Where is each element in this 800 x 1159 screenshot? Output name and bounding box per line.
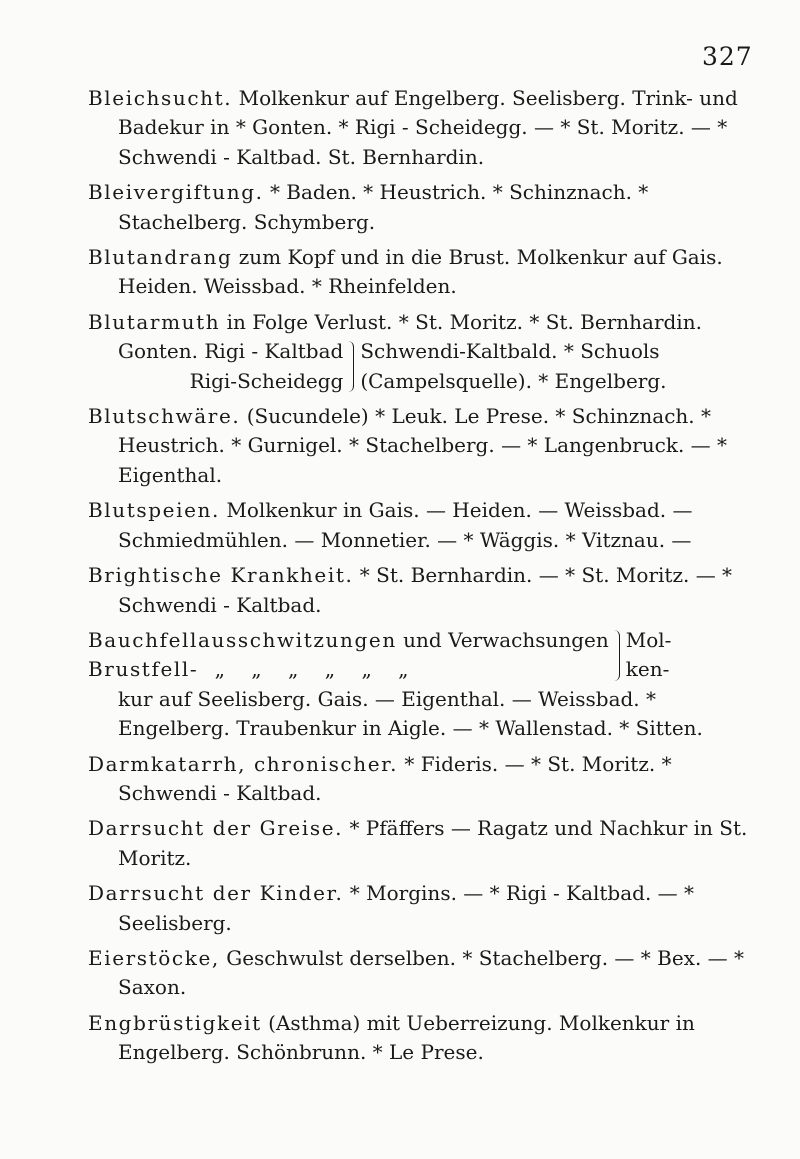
entry-term: Brustfell- xyxy=(88,657,199,682)
entry-term: Blutarmuth xyxy=(88,309,221,334)
entry-term: Darmkatarrh, chronischer. xyxy=(88,751,399,776)
entry-darmkatarrh xyxy=(88,750,768,809)
entry-text: (Sucundele) * Leuk. Le Prese. * Schinznach. * Heustrich. * Gurnigel. * Stachelberg. — * Langenbruck. — * Eigenthal. xyxy=(118,404,728,487)
entry-term: Eierstöcke, xyxy=(88,945,220,970)
brace-group xyxy=(88,626,768,685)
entry-bleichsucht xyxy=(88,84,768,172)
brace-right-line: Schwendi-Kaltbald. * Schuols xyxy=(360,339,660,364)
entry-text: * St. Bernhardin. — * St. Moritz. — * Schwendi - Kaltbad. xyxy=(118,563,733,617)
entry-term: Bleichsucht. xyxy=(88,86,233,110)
brace-left-line xyxy=(88,626,609,655)
entry-term: Blutspeien. xyxy=(88,498,220,523)
brace-group xyxy=(118,337,768,396)
entry-text: Molkenkur in Gais. — Heiden. — Weissbad. — Schmiedmühlen. — Monnetier. — * Wäggis. * Vitznau. — xyxy=(118,498,693,552)
entry-term: Brightische Krankheit. xyxy=(88,563,354,588)
entry-engbruestigkeit xyxy=(88,1009,768,1068)
brace-mark xyxy=(347,341,354,392)
brace-left-line xyxy=(88,655,609,684)
brace-left-column xyxy=(88,626,609,685)
brace-right-line: ken- xyxy=(625,657,670,682)
entry-text: * Morgins. — * Rigi - Kaltbad. — * Seelisberg. xyxy=(118,881,695,935)
entry-text: zum Kopf und in die Brust. Molkenkur auf Gais. Heiden. Weissbad. * Rheinfelden. xyxy=(118,245,723,299)
entry-text: * Fideris. — * St. Moritz. * Schwendi - Kaltbad. xyxy=(118,751,672,805)
entry-term: Bleivergiftung. xyxy=(88,180,264,205)
entry-text: (Asthma) mit Ueberreizung. Molkenkur in Engelberg. Schönbrunn. * Le Prese. xyxy=(118,1010,695,1065)
brace-right-column xyxy=(360,337,666,396)
entry-term: Blutschwäre. xyxy=(88,404,241,429)
entry-text: in Folge Verlust. * St. Moritz. * St. Bernhardin. xyxy=(220,309,702,334)
entry-term: Bauchfellausschwitzungen xyxy=(88,627,397,652)
entry-term: Engbrüstigkeit xyxy=(88,1010,262,1035)
entry-term: Blutandrang xyxy=(88,245,233,270)
entry-eierstoecke xyxy=(88,944,768,1003)
entry-text: * Pfäffers — Ragatz und Nachkur in St. Moritz. xyxy=(118,816,748,870)
brace-right-line: (Campelsquelle). * Engelberg. xyxy=(360,368,667,393)
brace-right-column xyxy=(626,626,672,685)
entry-text: Geschwulst derselben. * Stachelberg. — * Bex. — * Saxon. xyxy=(118,945,745,1000)
brace-left-column xyxy=(118,337,343,396)
entry-text: kur auf Seelisberg. Gais. — Eigenthal. — Weissbad. * Engelberg. Traubenkur in Aigle. — * Wallenstad. * Sitten. xyxy=(118,686,703,741)
brace-left-line: Rigi-Scheidegg xyxy=(189,368,344,393)
entry-darrsucht-kinder xyxy=(88,879,768,938)
entry-blutspeien xyxy=(88,496,768,555)
entry-text: Molkenkur auf Engelberg. Seelisberg. Trink- und Badekur in * Gonten. * Rigi - Scheidegg. — * St. Moritz. — * Schwendi - Kaltbad. St. Bernhardin. xyxy=(118,86,738,169)
entry-blutarmuth xyxy=(88,308,768,396)
brace-right-line: Mol- xyxy=(625,627,672,652)
entry-blutschwaere xyxy=(88,402,768,490)
index-entries xyxy=(88,84,768,1074)
entry-term: Darrsucht der Kinder. xyxy=(88,881,344,906)
brace-left-line: Gonten. Rigi - Kaltbad xyxy=(118,339,344,364)
ditto-marks: „ „ „ „ „ „ xyxy=(198,657,419,682)
entry-term: Darrsucht der Greise. xyxy=(88,816,344,841)
entry-text: * Baden. * Heustrich. * Schinznach. * Stachelberg. Schymberg. xyxy=(118,180,649,234)
entry-text: und Verwachsungen xyxy=(396,627,609,652)
entry-bleivergiftung xyxy=(88,178,768,237)
page-number: 327 xyxy=(702,42,753,71)
entry-blutandrang xyxy=(88,243,768,302)
entry-darrsucht-greise xyxy=(88,814,768,873)
entry-brightische-krankheit xyxy=(88,561,768,620)
entry-bauchfell-brustfell xyxy=(88,626,768,744)
brace-mark xyxy=(613,630,620,681)
